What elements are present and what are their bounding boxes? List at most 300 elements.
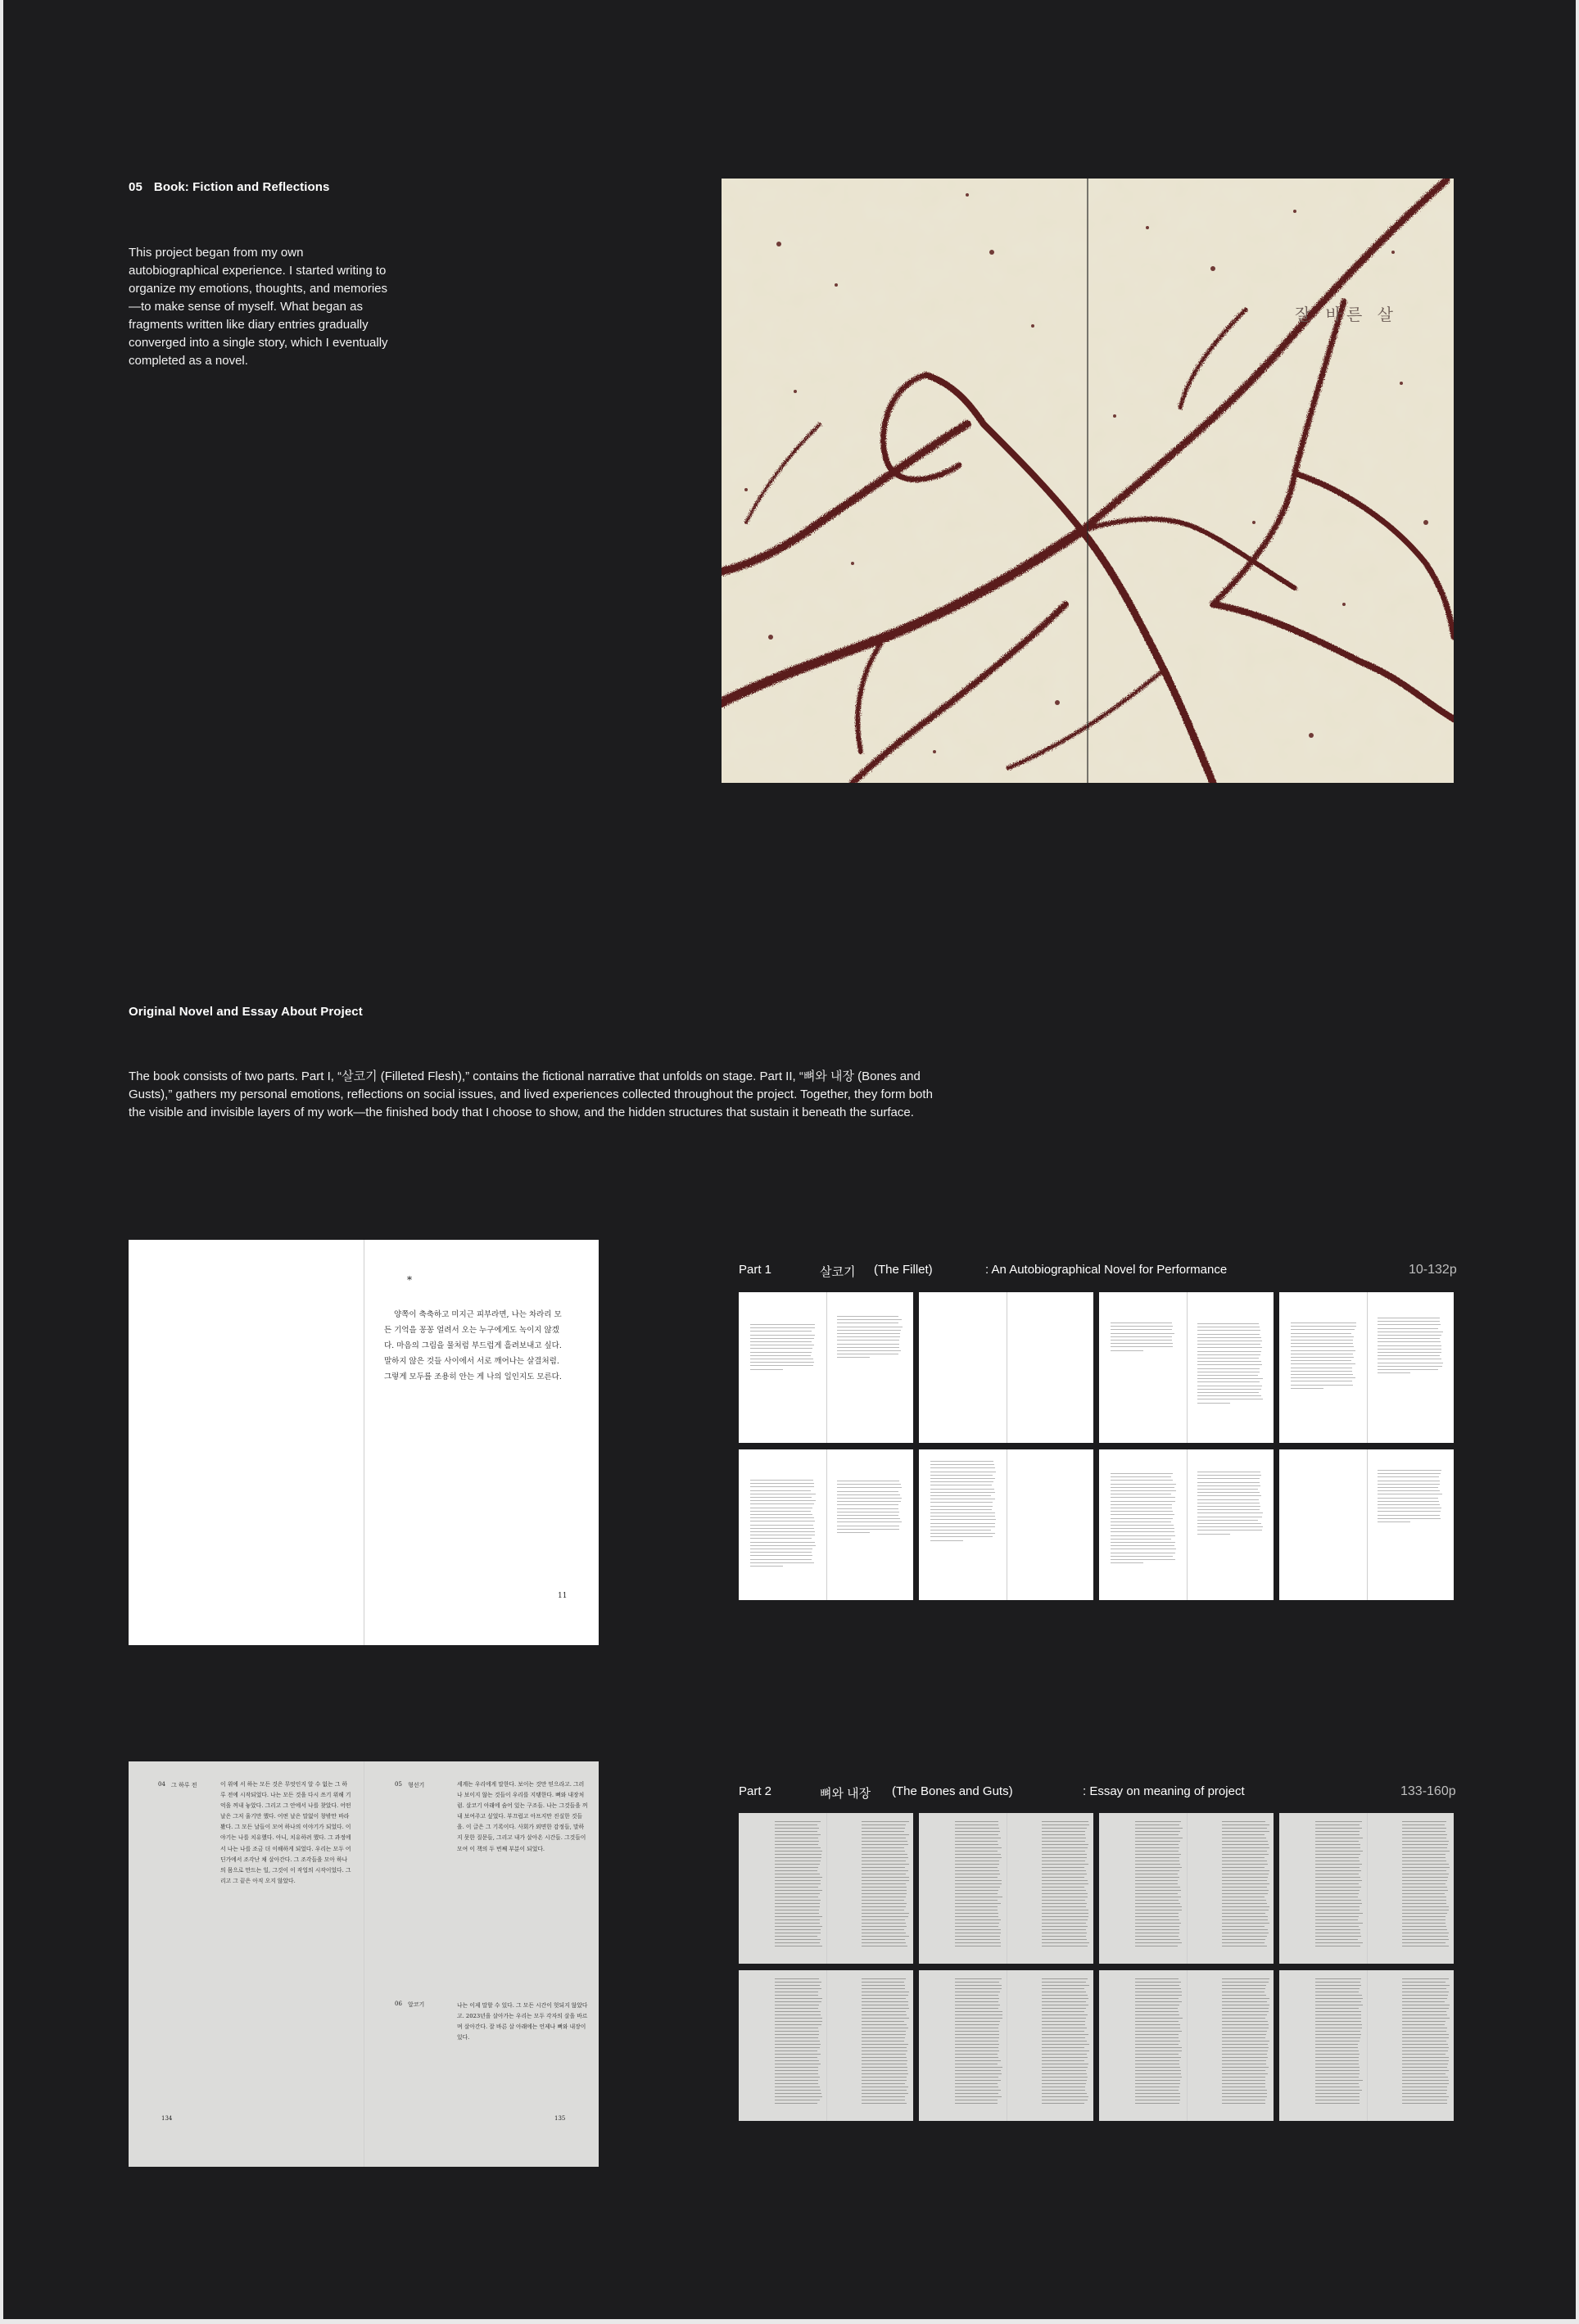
text-line xyxy=(1042,2018,1086,2019)
text-line xyxy=(1315,1936,1361,1937)
text-line xyxy=(862,1844,908,1845)
text-line xyxy=(1378,1349,1441,1350)
text-line xyxy=(1315,1857,1359,1858)
text-line xyxy=(1135,2050,1182,2051)
text-line xyxy=(1135,1854,1181,1855)
text-line xyxy=(955,1824,998,1825)
text-line xyxy=(955,1982,999,1983)
text-line xyxy=(1135,2067,1180,2068)
text-line xyxy=(1402,1831,1446,1832)
text-line xyxy=(955,1851,998,1852)
text-line xyxy=(862,1877,909,1878)
text-line xyxy=(1222,2021,1268,2022)
text-line xyxy=(1222,2093,1267,2094)
text-line xyxy=(1222,1877,1268,1878)
text-line xyxy=(1315,1939,1358,1940)
text-line xyxy=(930,1502,993,1503)
text-line xyxy=(1111,1528,1174,1529)
thumbnail-spread xyxy=(919,1292,1093,1443)
text-line xyxy=(1135,1998,1179,1999)
part1-label: Part 1 xyxy=(739,1263,772,1277)
text-line xyxy=(1402,2031,1446,2032)
text-line xyxy=(1402,2047,1449,2048)
text-line xyxy=(837,1501,901,1502)
text-line xyxy=(1222,1841,1268,1842)
text-line xyxy=(1222,1847,1269,1848)
text-line xyxy=(1135,1847,1179,1848)
text-line xyxy=(1135,2008,1178,2009)
text-line xyxy=(775,2037,818,2038)
text-line xyxy=(1197,1323,1259,1324)
text-line xyxy=(1402,1870,1446,1871)
text-line xyxy=(930,1533,995,1534)
section-intro: This project began from my own autobiographical experience. I started writing to organize my emotions, thoughts, and memories—to make sense of myself. What began as fragments written like diary entries gradually converged into a single story, which I eventually completed as a novel. xyxy=(129,246,388,368)
part2-left-page-number: 134 xyxy=(161,2115,173,2122)
text-line xyxy=(955,1857,1002,1858)
text-line xyxy=(1222,2103,1265,2104)
text-line xyxy=(1378,1498,1438,1499)
spread-spine xyxy=(1367,1292,1368,1443)
text-line xyxy=(1135,1906,1182,1907)
text-line xyxy=(775,2090,821,2091)
text-line xyxy=(1402,2021,1446,2022)
text-line xyxy=(750,1555,812,1556)
text-line xyxy=(862,2044,908,2045)
text-line xyxy=(1378,1490,1440,1491)
text-line xyxy=(837,1508,898,1509)
text-line xyxy=(1315,1942,1363,1943)
text-line xyxy=(775,1936,817,1937)
text-line xyxy=(775,2070,818,2071)
text-line xyxy=(750,1528,814,1529)
text-line xyxy=(775,1998,822,1999)
text-line xyxy=(955,1831,1000,1832)
part2-right-head: 형선기 xyxy=(408,1782,425,1788)
text-line xyxy=(1135,1883,1178,1884)
text-line xyxy=(1315,2031,1360,2032)
text-line xyxy=(1135,2054,1179,2055)
text-line xyxy=(1197,1395,1261,1396)
thumbnail-spread xyxy=(739,1970,913,2121)
text-line xyxy=(1197,1485,1260,1486)
text-line xyxy=(1042,1939,1087,1940)
text-line xyxy=(837,1333,900,1334)
text-line xyxy=(1222,1906,1269,1907)
text-line xyxy=(1042,2044,1089,2045)
text-line xyxy=(775,1900,821,1901)
text-line xyxy=(1402,2067,1447,2068)
text-line xyxy=(750,1497,812,1498)
thumbnail-spread xyxy=(1279,1970,1454,2121)
text-line xyxy=(1197,1378,1263,1379)
text-line xyxy=(1197,1475,1261,1476)
text-line xyxy=(955,1877,998,1878)
text-line xyxy=(1378,1372,1410,1373)
text-line xyxy=(1402,1841,1449,1842)
text-line xyxy=(862,2093,908,2094)
text-line xyxy=(775,1841,819,1842)
text-line xyxy=(1402,2008,1449,2009)
text-line xyxy=(1111,1343,1173,1344)
text-line xyxy=(930,1478,995,1479)
text-line xyxy=(1222,1887,1267,1888)
text-line xyxy=(1378,1484,1440,1485)
text-line xyxy=(1135,1831,1180,1832)
text-line xyxy=(862,2034,906,2035)
text-line xyxy=(862,1919,905,1920)
text-line xyxy=(1402,1923,1446,1924)
text-line xyxy=(1111,1484,1176,1485)
text-line xyxy=(1135,1929,1179,1930)
part1-page-number: 11 xyxy=(558,1592,568,1600)
part2-right-text: 세계는 우리에게 말한다. 보이는 것만 믿으라고. 그러나 보이지 않는 것들이 우리를 지탱한다. 뼈와 내장처럼. 살코기 아래에 숨어 있는 구조들. 나는 그것들을 꺼내 보여주고 싶었다. 부끄럽고 아프지만 진실한 것들을. 이 글은 그 기록이다. 사회가 외면한 감정들, 말하지 못한 질문들, 그리고 내가 살아온 시간들. 그것들이 모여 이 책의 두 번째 부분이 되었다. xyxy=(457,1781,588,1852)
text-line xyxy=(1111,1521,1171,1522)
text-line xyxy=(1291,1346,1354,1347)
text-line xyxy=(775,2103,817,2104)
text-line xyxy=(1135,2031,1182,2032)
text-line xyxy=(1402,1936,1448,1937)
text-line xyxy=(1222,1834,1265,1835)
text-line xyxy=(930,1489,994,1490)
text-line xyxy=(1135,1851,1179,1852)
text-line xyxy=(1042,1844,1088,1845)
part2-sample-spread xyxy=(129,1761,599,2167)
text-line xyxy=(750,1480,813,1481)
text-line xyxy=(1222,1923,1269,1924)
text-line xyxy=(750,1542,815,1543)
text-line xyxy=(955,2031,999,2032)
text-line xyxy=(1042,1942,1089,1943)
text-line xyxy=(1402,2044,1448,2045)
text-line xyxy=(1315,2067,1360,2068)
text-line xyxy=(1111,1501,1175,1502)
text-line xyxy=(1315,2047,1358,2048)
text-line xyxy=(1378,1366,1442,1367)
text-line xyxy=(1111,1473,1173,1474)
text-line xyxy=(1197,1509,1260,1510)
thumbnail-spread xyxy=(739,1449,913,1600)
text-line xyxy=(750,1327,815,1328)
text-line xyxy=(862,1906,906,1907)
text-line xyxy=(1042,2001,1086,2002)
text-line xyxy=(955,1847,1002,1848)
text-line xyxy=(1402,1864,1449,1865)
text-line xyxy=(1111,1487,1174,1488)
text-line xyxy=(862,1926,907,1927)
text-line xyxy=(1042,2014,1088,2015)
text-line xyxy=(750,1355,811,1356)
text-line xyxy=(1402,1890,1448,1891)
text-line xyxy=(862,2047,907,2048)
text-line xyxy=(1402,2014,1447,2015)
text-line xyxy=(837,1484,901,1485)
part2-right-head2-number: 06 xyxy=(395,2001,402,2007)
text-line xyxy=(1197,1512,1263,1513)
text-line xyxy=(862,1923,906,1924)
text-line xyxy=(1042,2054,1087,2055)
text-line xyxy=(1222,2037,1265,2038)
text-line xyxy=(775,2008,818,2009)
text-line xyxy=(1402,1877,1448,1878)
text-line xyxy=(862,1929,904,1930)
text-line xyxy=(955,2001,998,2002)
text-line xyxy=(1042,2060,1084,2061)
text-line xyxy=(775,2093,821,2094)
text-line xyxy=(775,1942,820,1943)
spread-spine xyxy=(1187,1292,1188,1443)
text-line xyxy=(1315,1851,1363,1852)
text-line xyxy=(1402,2018,1450,2019)
text-line xyxy=(775,2060,819,2061)
text-line xyxy=(1315,2014,1361,2015)
thumbnail-spread xyxy=(1279,1813,1454,1964)
text-line xyxy=(775,2034,819,2035)
text-line xyxy=(1111,1539,1171,1540)
text-line xyxy=(1291,1385,1353,1386)
text-line xyxy=(775,1906,820,1907)
text-line xyxy=(1222,1916,1268,1917)
text-line xyxy=(955,1985,1002,1986)
text-line xyxy=(1197,1482,1260,1483)
text-line xyxy=(955,2077,998,2078)
text-line xyxy=(1315,1890,1360,1891)
spread-spine xyxy=(1367,1449,1368,1600)
text-line xyxy=(750,1552,812,1553)
text-line xyxy=(930,1492,995,1493)
text-line xyxy=(1315,1834,1360,1835)
text-line xyxy=(1042,1847,1088,1848)
text-line xyxy=(1378,1501,1439,1502)
text-line xyxy=(955,1834,998,1835)
text-line xyxy=(1111,1476,1171,1477)
novel-section-body: The book consists of two parts. Part I, “살코기 (Filleted Flesh),” contains the fictional narrative that unfolds on stage. Part II, “뼈와 내장 (Bones and Gusts),” gathers my personal emotions, reflections on social issues, and lived experiences collected throughout the project. Together, they form both the visible and invisible layers of my work—the finished body that I choose to show, and the hidden structures that sustain it beneath the surface. xyxy=(129,1069,933,1119)
text-line xyxy=(1222,1942,1265,1943)
text-line xyxy=(1197,1337,1261,1338)
text-line xyxy=(1135,1824,1179,1825)
part2-right-page-number: 135 xyxy=(554,2115,566,2122)
text-line xyxy=(862,1841,907,1842)
text-line xyxy=(1222,2001,1267,2002)
text-line xyxy=(1111,1340,1172,1341)
text-line xyxy=(1222,1985,1266,1986)
text-line xyxy=(1402,2090,1447,2091)
text-line xyxy=(1315,1880,1362,1881)
text-line xyxy=(955,2067,1002,2068)
text-line xyxy=(955,2090,1001,2091)
text-line xyxy=(750,1324,815,1325)
text-line xyxy=(1315,2037,1360,2038)
spread-spine xyxy=(1367,1970,1368,2121)
text-line xyxy=(1315,1841,1359,1842)
text-line xyxy=(750,1514,812,1515)
text-line xyxy=(1042,1824,1089,1825)
text-line xyxy=(1135,1821,1181,1822)
text-line xyxy=(1402,1913,1447,1914)
text-line xyxy=(862,2067,907,2068)
text-line xyxy=(775,1828,819,1829)
text-line xyxy=(837,1340,899,1341)
thumbnail-spread xyxy=(1279,1292,1454,1443)
text-line xyxy=(1222,2067,1269,2068)
text-line xyxy=(775,1978,819,1979)
part2-right-text2: 나는 이제 말할 수 있다. 그 모든 시간이 헛되지 않았다고. 2023년을 살아가는 우리는 모두 각자의 살을 바르며 살아간다. 잘 바른 살 아래에는 언제나 뼈와 내장이 있다. xyxy=(457,2002,588,2041)
text-line xyxy=(862,1864,909,1865)
text-line xyxy=(1402,2080,1449,2081)
text-line xyxy=(1197,1523,1261,1524)
text-line xyxy=(1042,2067,1088,2068)
portfolio-page xyxy=(3,0,1576,2319)
text-line xyxy=(1042,2047,1084,2048)
text-line xyxy=(1315,2034,1361,2035)
text-line xyxy=(955,2018,1002,2019)
text-line xyxy=(1402,1988,1446,1989)
text-line xyxy=(1042,1834,1085,1835)
text-line xyxy=(955,1854,1001,1855)
text-line xyxy=(955,2014,1002,2015)
text-line xyxy=(955,2057,998,2058)
text-line xyxy=(1042,2093,1087,2094)
text-line xyxy=(955,1929,1001,1930)
text-line xyxy=(1042,1883,1088,1884)
text-line xyxy=(1402,1919,1446,1920)
text-line xyxy=(862,1913,909,1914)
text-line xyxy=(1197,1392,1259,1393)
text-line xyxy=(1378,1521,1410,1522)
text-line xyxy=(1135,2093,1180,2094)
cover-title: 잘 바른 살 xyxy=(1295,305,1398,324)
part2-right-head2: 알코기 xyxy=(408,2001,425,2008)
text-line xyxy=(1315,1831,1360,1832)
text-line xyxy=(750,1341,812,1342)
text-line xyxy=(1315,2070,1360,2071)
text-line xyxy=(775,1880,821,1881)
text-line xyxy=(1222,1844,1269,1845)
text-line xyxy=(1135,1916,1179,1917)
text-line xyxy=(955,1900,998,1901)
text-line xyxy=(862,2014,907,2015)
text-line xyxy=(862,1867,905,1868)
text-line xyxy=(1315,1887,1361,1888)
text-line xyxy=(955,1995,998,1996)
text-line xyxy=(1135,1867,1182,1868)
text-line xyxy=(1135,1978,1179,1979)
text-line xyxy=(1135,2014,1179,2015)
text-line xyxy=(862,1828,905,1829)
text-line xyxy=(1378,1324,1441,1325)
text-line xyxy=(1315,1926,1359,1927)
text-line xyxy=(775,1834,821,1835)
text-line xyxy=(775,1890,822,1891)
text-line xyxy=(837,1487,902,1488)
text-line xyxy=(1042,2083,1086,2084)
text-line xyxy=(1315,1913,1363,1914)
text-line xyxy=(1402,2001,1445,2002)
text-line xyxy=(862,2077,907,2078)
text-line xyxy=(955,2096,1002,2097)
text-line xyxy=(1402,1867,1450,1868)
text-line xyxy=(1042,1913,1088,1914)
text-line xyxy=(1197,1403,1230,1404)
text-line xyxy=(1222,1926,1265,1927)
text-line xyxy=(1042,1995,1088,1996)
text-line xyxy=(1222,1857,1265,1858)
text-line xyxy=(1222,1870,1269,1871)
text-line xyxy=(1315,1867,1360,1868)
text-line xyxy=(1042,1919,1088,1920)
text-line xyxy=(775,1847,821,1848)
text-line xyxy=(1402,1900,1446,1901)
text-line xyxy=(1042,2034,1088,2035)
text-line xyxy=(750,1531,815,1532)
text-line xyxy=(1222,2044,1268,2045)
text-line xyxy=(862,2018,909,2019)
part1-sample-spread xyxy=(129,1240,599,1645)
text-line xyxy=(1315,2083,1359,2084)
text-line xyxy=(930,1519,996,1520)
text-line xyxy=(1111,1562,1143,1563)
text-line xyxy=(750,1566,783,1567)
text-line xyxy=(930,1464,994,1465)
text-line xyxy=(1135,1857,1179,1858)
text-line xyxy=(1378,1511,1441,1512)
text-line xyxy=(862,1942,906,1943)
text-line xyxy=(1197,1489,1258,1490)
text-line xyxy=(1222,1919,1268,1920)
text-line xyxy=(1402,2034,1449,2035)
text-line xyxy=(1042,1988,1084,1989)
text-line xyxy=(1315,1893,1359,1894)
text-line xyxy=(1402,1821,1446,1822)
text-line xyxy=(1222,1828,1267,1829)
text-line xyxy=(862,2057,907,2058)
text-line xyxy=(1197,1534,1230,1535)
text-line xyxy=(1135,2044,1179,2045)
text-line xyxy=(1222,1867,1265,1868)
text-line xyxy=(1042,1877,1084,1878)
text-line xyxy=(1315,2050,1359,2051)
text-line xyxy=(750,1338,814,1339)
thumbnail-spread xyxy=(1099,1292,1274,1443)
text-line xyxy=(1315,1998,1363,1999)
cover-artwork xyxy=(722,179,1454,783)
text-line xyxy=(1111,1518,1173,1519)
text-line xyxy=(930,1475,993,1476)
text-line xyxy=(1315,1916,1359,1917)
text-line xyxy=(775,1867,818,1868)
text-line xyxy=(1111,1511,1173,1512)
text-line xyxy=(862,2011,906,2012)
text-line xyxy=(862,2060,907,2061)
text-line xyxy=(1197,1334,1260,1335)
text-line xyxy=(775,2050,817,2051)
text-line xyxy=(1042,2057,1088,2058)
text-line xyxy=(955,1978,1002,1979)
text-line xyxy=(930,1523,995,1524)
text-line xyxy=(1402,1887,1447,1888)
text-line xyxy=(1222,1854,1269,1855)
text-line xyxy=(775,1913,819,1914)
text-line xyxy=(1315,1864,1362,1865)
text-line xyxy=(750,1490,811,1491)
text-line xyxy=(1402,1939,1449,1940)
text-line xyxy=(955,1939,1000,1940)
text-line xyxy=(1197,1520,1258,1521)
text-line xyxy=(955,1867,998,1868)
text-line xyxy=(1222,2083,1265,2084)
text-line xyxy=(1135,1923,1181,1924)
text-line xyxy=(1042,1887,1084,1888)
text-line xyxy=(862,1995,908,1996)
